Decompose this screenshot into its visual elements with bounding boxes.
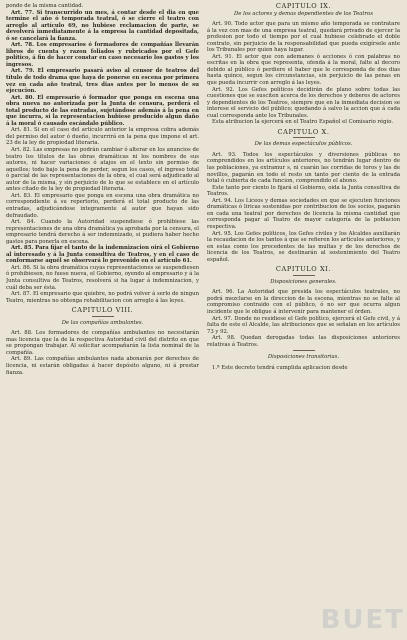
article-98: Art. 98. Quedan derogadas todas las disposiciones anteriores relativas á Teatros. [207, 335, 400, 348]
article-92: Art. 92. Los Gefes políticos decidirán de plano sobre todas las cuestiones que se susciten acerca de los derechos y deberes de actores y dependientes de los Teatros, siempre que en la inmediata decision se interese el servicio del público; quedando á salvo la accion que á cada cual corresponda ante los Tribunales. [207, 86, 400, 119]
article-92-note: Esta atribucion la ejercerá en el Teatro Español el Comisario régio. [212, 119, 394, 126]
article-88: Art. 88. Los formadores de compañías ambulantes no necesitarán mas licencia que la de la respectiva Autoridad civil del distrito en que se propongan trabajar. Al solicitar acompañarán la lista nominal de la compañía. [6, 330, 199, 356]
transitory-first: 1.ª Este decreto tendrá cumplida aplicacion desde [212, 364, 348, 371]
article-93: Art. 93. Todos los espectáculos y diversiones públicas no comprendidos en los artículos anteriores, no tendrán lugar dentro de las poblaciones, ya extramur s, ni cuarán las corridas de toros y las de novillos, pagarán en todo el resto un tanto por ciento de la entrada total ó cubierta de cada funcion, comprendido el abono. [207, 151, 400, 185]
article-94: Art. 94. Los Liceos y demas sociedades en que se ejecuten funciones dramáticas ó liricas sostenidas por contribucion de los socios, pagarán en cada una teatral por derechos de licencia la misma cantidad que corresponda pagar al Teatro de mayor categoría de la poblacion respectiva. [207, 197, 400, 230]
article-81: Art. 81. Si en el caso del artículo anterior la empresa cobra además del permiso del autor ó dueño, incurrirá en la pena que impone el art. 23 de la ley de propiedad literaria. [6, 127, 199, 147]
transitory-title: Disposiciones transitorias. [267, 354, 340, 361]
article-91: Art. 91. El actor que con ademanes ó acciones ó con palabras no escritas en la obra que representa, ofenda á la moral, falte al decoro debido al público ó perdiere el haber que le corresponda de dos dias hasta quince, segun los circunstancias, sin perjuicio de las penas en que pueda incurrir con arreglo á las leyes. [207, 53, 400, 87]
article-90: Art. 90. Todo actor que para un mismo año temporada se contratare á la vez con mas de una empresa teatral, quedará privado de ejercer la profesion por todo el tiempo por el cual hubiese celebrado el doble contrato, sin perjuicio de la responsabilidad que pueda exigírsele ante los Tribunales por quien haya lugar. [207, 21, 400, 54]
article-84: Art. 84. Cuando la Autoridad suspendiese ó prohibiese las representaciones de una obra dramática ya aprobada por la censura, el empresario tendrá derecho á ser indemnizado, si pudiera haber hecho gastos para ponerla en escena. [6, 219, 199, 245]
article-80: Art. 80. El empresario ó formador que ponga en escena una obra nueva no autorizada por la Junta de censura, perderá el total producto de las entradas, sujetándose además á la pena en que incurra, si la representacion hubiese producido algun daño á la moral ó causado escándalo público. [6, 94, 199, 127]
article-95: Art. 95. Los Gefes políticos, los Gefes civiles y los Alcaldes auxiliarán la recaudacion de los tantos á que se refieren los artículos anteriores, y en estas como los procedentes de las multas y de los derechos de licencia de los Teatros, se destinarán al sostenimiento del Teatro español. [207, 230, 400, 263]
article-89: Art. 89. Las compañías ambulantes nada abonarán por derechos de licencia, ni estarán obligadas á hacer depósito alguno, ni á prestar fianza. [6, 356, 199, 376]
article-77: Art. 77. Si transcurrido un mes, á contar desde el dia en que termine el año ó temporada teatral, ó se cierre el teatro con arreglo al artículo 69, no hubiese reclamacion de parte, se devolverá inmediatamente á la empresa la cantidad depositada, ó se cancelará la fianza. [6, 9, 199, 42]
article-96: Art. 96. La Autoridad que presida los espectáculos teatrales, no podrá mezclarse en la direccion de la escena, mientras no se falte al compromiso contraido con el público, ó no ser que ocurra algun incidente que le obligue á intervenir para mantener el órden. [207, 289, 400, 315]
chapter-10-title: CAPITULO X. [277, 127, 330, 136]
left-column [6, 3, 199, 640]
chapter-8-subtitle: De las compañías ambulantes. [61, 319, 144, 326]
chapter-11-subtitle: Disposiciones generales. [270, 278, 337, 285]
article-79: Art. 79. El empresario pasará aviso al censor de teatros del título de todo drama que haya de ponerse en escena por primera vez en cada año teatral, tres dias antes por lo menos de su ejecucion. [6, 68, 199, 95]
article-93-note: Este tanto por ciento lo fijará el Gobierno, oida la Junta consultiva de Teatros. [207, 184, 400, 198]
article-82: Art. 82. Las empresas no podrán cambiar ó alterar en los anuncios de teatro los títulos de las obras dramáticas ni los nombres de sus autores, ni hacer variaciones ó atajos en el texto sin permiso de aquellos; todo bajo la pena de perder, segun los casos, el ingreso total ó parcial de las representaciones de la obra, el cual será adjudicado al autor de la misma, y sin perjuicio de lo que se establece en el artículo antes citado de la ley de propiedad literaria. [6, 147, 199, 193]
article-83: Art. 83. El empresario que ponga en escena una obra dramática no correspondiente á su repertorio, perderá el total producto de las entradas, adjudicándose integramente al autor que hayan sido defraudado. [6, 192, 199, 219]
divider [92, 316, 114, 317]
article-97: Art. 97. Donde no residiese el Gefe político, ejercerá el Gefe civil, y á falta de este el Alcalde, las atribuciones que se señalan en los artículos 73 y 92. [207, 315, 400, 335]
article-78: Art. 78. Los empresarios ó formadores de compañías llevarán libros de cuenta y razon foliados y rubricados por el Gefe político, á fin de hacer constar en caso necesario los gastos y los ingresos. [6, 42, 199, 68]
divider [293, 137, 315, 138]
article-85: Art. 85. Para fijar el tanto de la indemnizacion oirá el Gobierno al interesado y á la Junta consultiva de Teatros, y en el caso de conformarse aquél se observará lo prevenido en el artículo 61. [6, 245, 199, 265]
paragraph-continuation: pondo de la misma cantidad. [6, 3, 84, 9]
article-87: Art. 87. El empresario que quiebre, no podrá volver á serlo de ningun Teatro, mientras no obtenga rehabilitacion con arreglo á las leyes. [6, 291, 199, 304]
divider [293, 275, 315, 276]
article-86: Art. 86. Si la obra dramática cuyas representaciones se suspendiesen ó prohibiesen, no fuese nueva, el Gobierno, oyendo al empresario y á la Junta consultiva de Teatros, resolverá si ha lugar á indemnizacion, y cuál deba ser ésta. [6, 264, 199, 291]
library-stamp: BUET [320, 606, 405, 634]
divider [293, 350, 315, 351]
chapter-10-subtitle: De las demas espectáculos públicos. [254, 141, 353, 148]
chapter-8-title: CAPITULO VIII. [71, 306, 134, 315]
chapter-9-subtitle: De los actores y demas dependientes de los Teatros [234, 10, 373, 17]
chapter-9-title: CAPITULO IX. [275, 3, 332, 10]
chapter-11-title: CAPITULO XI. [275, 265, 332, 274]
right-column [207, 3, 400, 640]
